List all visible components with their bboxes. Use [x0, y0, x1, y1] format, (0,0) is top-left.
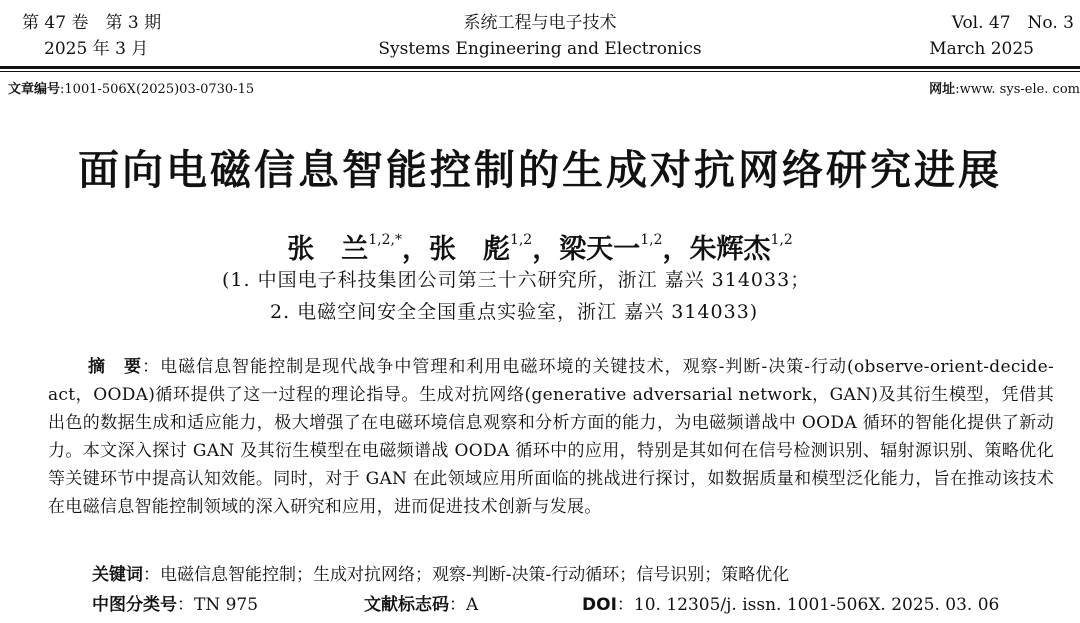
header-right — [929, 10, 1074, 62]
document-code-label: 文献标志码 — [364, 595, 449, 615]
volume-cn: 第 47 卷 第 3 期 — [22, 13, 162, 33]
document-code-value: ：A — [449, 595, 479, 615]
clc-value: ：TN 975 — [177, 595, 259, 615]
date-cn: 2025 年 3 月 — [44, 39, 149, 59]
website-value[interactable]: :www. sys-ele. com — [955, 82, 1080, 97]
author-separator: ， — [662, 234, 690, 265]
article-number-label: 文章编号 — [8, 82, 61, 97]
author-affiliation-mark: 1,2 — [509, 232, 533, 248]
doi-label: DOI — [582, 595, 617, 615]
header-rule-thick — [0, 66, 1080, 69]
date-en: March 2025 — [929, 39, 1034, 59]
author-name: 朱辉杰 — [689, 234, 771, 265]
header-center — [0, 10, 1080, 62]
clc-label: 中图分类号 — [92, 595, 177, 615]
author-name: 张 兰 — [287, 234, 369, 265]
abstract-text: ：电磁信息智能控制是现代战争中管理和利用电磁环境的关键技术，观察-判断-决策-行动(observe-orient-decide-act，OODA)循环提供了这一过程的理论指导。生成对抗网络(generative adversarial network，GAN)及其衍生模型，凭借其出色的数据生成和适应能力，极大增强了在电磁环境信息观察和分析方面的能力，为电磁频谱战中 OODA 循环的智能化提供了新动力。本文深入探讨 GAN 及其衍生模型在电磁频谱战 OODA 循环中的应用，特别是其如何在信号检测识别、辐射源识别、策略优化等关键环节中提高认知效能。同时，对于 GAN 在此领域应用所面临的挑战进行探讨，如数据质量和模型泛化能力，旨在推动该技术在电磁信息智能控制领域的深入研究和应用，进而促进技术创新与发展。 — [48, 357, 1054, 517]
keywords — [92, 562, 789, 588]
header-rule-thin — [0, 71, 1080, 72]
journal-name-en: Systems Engineering and Electronics — [378, 39, 702, 59]
keywords-label: 关键词 — [92, 565, 143, 585]
author-affiliation-mark: 1,2 — [640, 232, 663, 248]
affiliation-2: 2. 电磁空间安全全国重点实验室，浙江 嘉兴 314033) — [270, 301, 759, 323]
abstract — [48, 353, 1054, 521]
clc-number — [92, 592, 258, 618]
author-affiliation-mark: 1,2 — [770, 232, 793, 248]
affiliation-1: (1. 中国电子科技集团公司第三十六研究所，浙江 嘉兴 314033； — [222, 269, 811, 291]
website — [929, 81, 1080, 99]
author-name: 梁天一 — [559, 234, 641, 265]
keywords-text: ：电磁信息智能控制；生成对抗网络；观察-判断-决策-行动循环；信号识别；策略优化 — [143, 565, 790, 585]
author-list — [0, 220, 1080, 270]
doi — [582, 592, 999, 618]
article-number — [8, 81, 254, 99]
abstract-label: 摘 要 — [88, 357, 143, 377]
paper-title: 面向电磁信息智能控制的生成对抗网络研究进展 — [78, 146, 1002, 194]
author-affiliation-mark: 1,2,* — [368, 232, 402, 248]
document-code — [364, 592, 478, 618]
author-name: 张 彪 — [428, 234, 510, 265]
website-label: 网址 — [929, 82, 956, 97]
author-separator: ， — [401, 234, 429, 265]
volume-en: Vol. 47 No. 3 — [951, 13, 1074, 33]
author-separator: ， — [532, 234, 560, 265]
journal-name-cn: 系统工程与电子技术 — [463, 13, 617, 33]
doi-value[interactable]: ：10. 12305/j. issn. 1001-506X. 2025. 03. 06 — [616, 595, 1000, 615]
article-number-value: :1001-506X(2025)03-0730-15 — [60, 82, 255, 97]
